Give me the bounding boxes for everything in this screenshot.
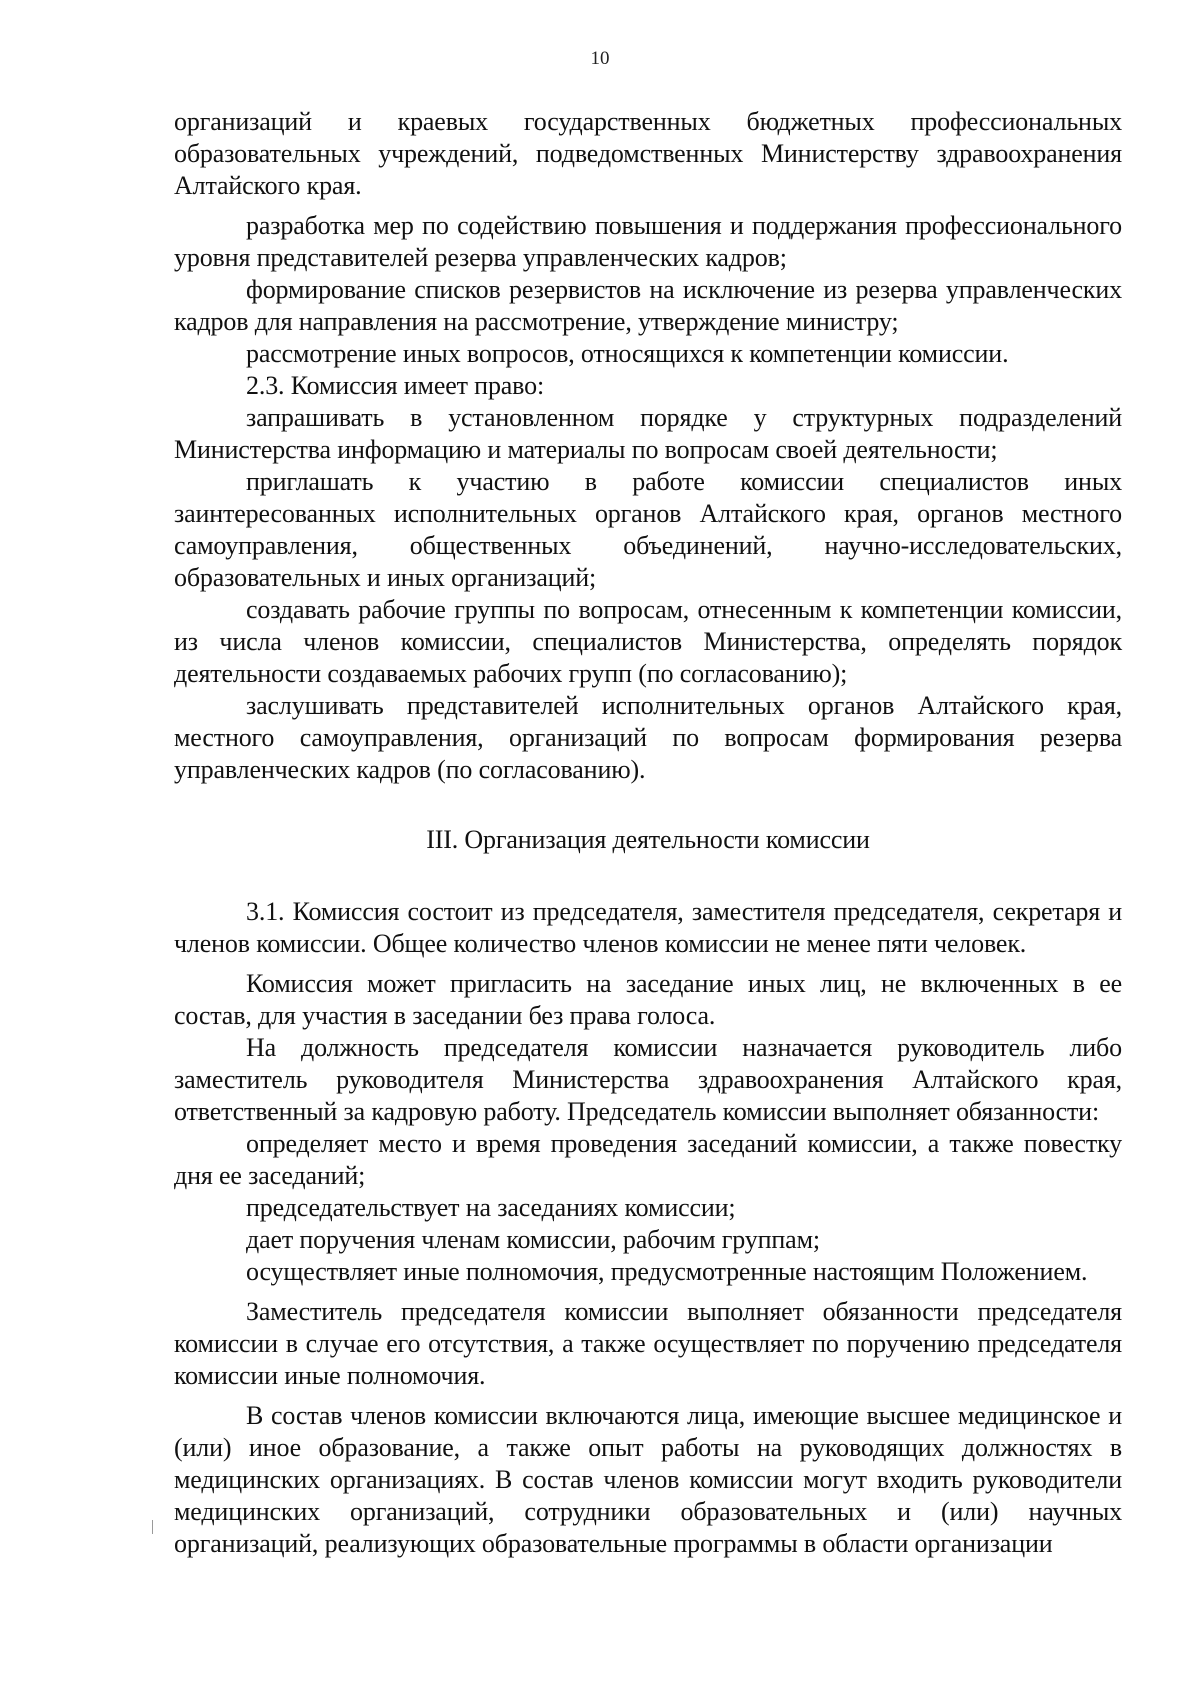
paragraph: осуществляет иные полномочия, предусмотренные настоящим Положением. <box>246 1257 1088 1286</box>
paragraph: дает поручения членам комиссии, рабочим группам; <box>246 1225 820 1254</box>
paragraph: определяет место и время проведения заседаний комиссии, а также повестку дня ее заседаний; <box>174 1129 1122 1190</box>
document-body <box>174 106 1122 1560</box>
paragraph: создавать рабочие группы по вопросам, отнесенным к компетенции комиссии, из числа членов комиссии, специалистов Министерства, определять порядок деятельности создаваемых рабочих групп (по согласованию); <box>174 595 1122 688</box>
paragraph: Комиссия может пригласить на заседание иных лиц, не включенных в ее состав, для участия в заседании без права голоса. <box>174 969 1122 1030</box>
paragraph: Заместитель председателя комиссии выполняет обязанности председателя комиссии в случае его отсутствия, а также осуществляет по поручению председателя комиссии иные полномочия. <box>174 1297 1122 1390</box>
paragraph: приглашать к участию в работе комиссии специалистов иных заинтересованных исполнительных органов Алтайского края, органов местного самоуправления, общественных объединений, научно-исследовательских, образовательных и иных организаций; <box>174 467 1122 592</box>
scan-margin-mark <box>152 1520 153 1534</box>
paragraph: организаций и краевых государственных бюджетных профессиональных образовательных учреждений, подведомственных Министерству здравоохранения Алтайского края. <box>174 107 1122 200</box>
paragraph: формирование списков резервистов на исключение из резерва управленческих кадров для направления на рассмотрение, утверждение министру; <box>174 275 1122 336</box>
section-title: III. Организация деятельности комиссии <box>426 825 870 854</box>
paragraph: 3.1. Комиссия состоит из председателя, заместителя председателя, секретаря и членов комиссии. Общее количество членов комиссии не менее пяти человек. <box>174 897 1122 958</box>
paragraph: В состав членов комиссии включаются лица, имеющие высшее медицинское и (или) иное образование, а также опыт работы на руководящих должностях в медицинских организациях. В состав членов комиссии могут входить руководители медицинских организаций, сотрудники образовательных и (или) научных организаций, реализующих образовательные программы в области организации <box>174 1401 1122 1558</box>
paragraph: На должность председателя комиссии назначается руководитель либо заместитель руководителя Министерства здравоохранения Алтайского края, ответственный за кадровую работу. Председатель комиссии выполняет обязанности: <box>174 1033 1122 1126</box>
paragraph: председательствует на заседаниях комиссии; <box>246 1193 736 1222</box>
paragraph: разработка мер по содействию повышения и поддержания профессионального уровня представителей резерва управленческих кадров; <box>174 211 1122 272</box>
paragraph: рассмотрение иных вопросов, относящихся к компетенции комиссии. <box>246 339 1009 368</box>
paragraph: 2.3. Комиссия имеет право: <box>246 371 545 400</box>
paragraph: заслушивать представителей исполнительных органов Алтайского края, местного самоуправления, организаций по вопросам формирования резерва управленческих кадров (по согласованию). <box>174 691 1122 784</box>
paragraph: запрашивать в установленном порядке у структурных подразделений Министерства информацию и материалы по вопросам своей деятельности; <box>174 403 1122 464</box>
page-number: 10 <box>590 48 610 69</box>
